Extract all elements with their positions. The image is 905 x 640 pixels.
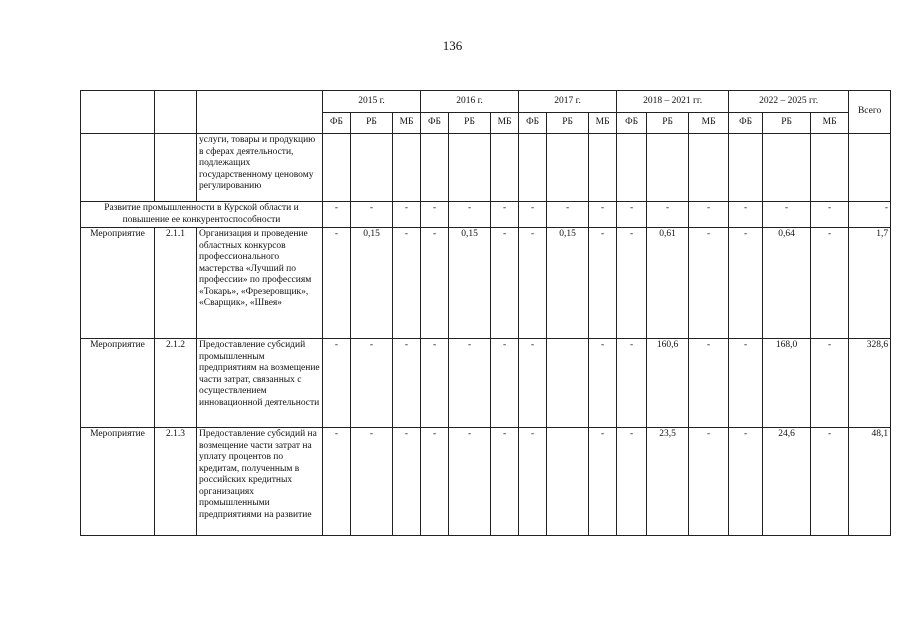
table-cell: 168,0	[763, 339, 811, 428]
table-cell: -	[519, 202, 547, 228]
continuation-text: услуги, товары и продукцию в сферах деятельности, подлежащих государственному ценовому регулированию	[197, 134, 323, 202]
table-row-m213	[81, 428, 891, 536]
table-cell: -	[617, 228, 647, 339]
table-cell: -	[589, 339, 617, 428]
table-cell: -	[323, 202, 351, 228]
fund-fb: ФБ	[729, 113, 763, 134]
table-cell: -	[729, 228, 763, 339]
table-cell: -	[689, 228, 729, 339]
fund-mb: МБ	[393, 113, 421, 134]
table-cell: -	[811, 428, 849, 536]
table-cell: -	[449, 428, 491, 536]
table-cell: 160,6	[647, 339, 689, 428]
header-year-2016: 2016 г.	[421, 91, 519, 113]
table-cell: -	[589, 202, 617, 228]
measure-text: Предоставление субсидий промышленным предприятиям на возмещение части затрат, связанных с осуществлением инновационной деятельности	[197, 339, 323, 428]
fund-mb: МБ	[491, 113, 519, 134]
table-cell: -	[323, 228, 351, 339]
table-row-continuation	[81, 134, 891, 202]
table-cell: -	[323, 428, 351, 536]
table-cell: 0,61	[647, 228, 689, 339]
measure-type: Мероприятие	[81, 339, 155, 428]
table-cell: -	[491, 428, 519, 536]
table-cell: -	[589, 228, 617, 339]
header-year-2017: 2017 г.	[519, 91, 617, 113]
table-row-m212	[81, 339, 891, 428]
table-cell: -	[421, 202, 449, 228]
table-cell: -	[617, 202, 647, 228]
header-row-years	[81, 91, 891, 113]
measure-code: 2.1.3	[155, 428, 197, 536]
header-total: Всего	[849, 91, 891, 134]
row-total: 328,6	[849, 339, 891, 428]
table-cell: -	[689, 202, 729, 228]
table-cell: -	[351, 428, 393, 536]
table-cell	[547, 339, 589, 428]
fund-rb: РБ	[351, 113, 393, 134]
table-cell: -	[393, 339, 421, 428]
table-cell: -	[323, 339, 351, 428]
table-cell: -	[449, 339, 491, 428]
fund-fb: ФБ	[519, 113, 547, 134]
table-cell: -	[421, 228, 449, 339]
fund-fb: ФБ	[617, 113, 647, 134]
measure-code: 2.1.1	[155, 228, 197, 339]
fund-rb: РБ	[449, 113, 491, 134]
fund-rb: РБ	[763, 113, 811, 134]
row-total: 1,7	[849, 228, 891, 339]
fund-fb: ФБ	[323, 113, 351, 134]
page-number: 136	[442, 38, 463, 53]
table-cell: 0,15	[547, 228, 589, 339]
header-empty-type	[81, 91, 155, 134]
table-cell: -	[519, 228, 547, 339]
table-cell: -	[519, 428, 547, 536]
table-cell: -	[519, 339, 547, 428]
table-cell: -	[617, 339, 647, 428]
table-cell: 0,15	[449, 228, 491, 339]
table-cell: -	[491, 228, 519, 339]
header-year-2018-2021: 2018 – 2021 гг.	[617, 91, 729, 113]
section-title: Развитие промышленности в Курской области и повышение ее конкурентоспособности	[81, 202, 323, 228]
table-cell: -	[351, 339, 393, 428]
header-empty-code	[155, 91, 197, 134]
table-cell: -	[763, 202, 811, 228]
measure-code: 2.1.2	[155, 339, 197, 428]
table-cell: -	[491, 202, 519, 228]
table-cell: 23,5	[647, 428, 689, 536]
fund-mb: МБ	[689, 113, 729, 134]
measure-type: Мероприятие	[81, 428, 155, 536]
budget-table	[80, 90, 891, 536]
table-cell: 24,6	[763, 428, 811, 536]
table-cell: 0,15	[351, 228, 393, 339]
row-total: 48,1	[849, 428, 891, 536]
table-cell: -	[491, 339, 519, 428]
table-cell: 0,64	[763, 228, 811, 339]
row-total: -	[849, 202, 891, 228]
measure-text: Предоставление субсидий на возмещение части затрат на уплату процентов по кредитам, полученным в российских кредитных организациях промышленными предприятиями на развитие	[197, 428, 323, 536]
table-cell: -	[351, 202, 393, 228]
table-cell: -	[811, 339, 849, 428]
fund-fb: ФБ	[421, 113, 449, 134]
table-cell: -	[421, 428, 449, 536]
table-row-m211	[81, 228, 891, 339]
table-cell: -	[647, 202, 689, 228]
table-cell: -	[617, 428, 647, 536]
table-cell: -	[393, 228, 421, 339]
table-row-section	[81, 202, 891, 228]
table-cell: -	[547, 202, 589, 228]
header-empty-name	[197, 91, 323, 134]
measure-text: Организация и проведение областных конкурсов профессионального мастерства «Лучший по профессии» по профессиям «Токарь», «Фрезеровщик», «Сварщик», «Швея»	[197, 228, 323, 339]
table-cell: -	[393, 202, 421, 228]
table-cell: -	[811, 202, 849, 228]
table-cell: -	[449, 202, 491, 228]
fund-rb: РБ	[547, 113, 589, 134]
table-cell: -	[393, 428, 421, 536]
table-cell: -	[689, 339, 729, 428]
table-cell: -	[421, 339, 449, 428]
table-cell: -	[729, 428, 763, 536]
table-cell: -	[689, 428, 729, 536]
header-year-2015: 2015 г.	[323, 91, 421, 113]
table-cell: -	[729, 202, 763, 228]
measure-type: Мероприятие	[81, 228, 155, 339]
fund-mb: МБ	[811, 113, 849, 134]
table-cell: -	[589, 428, 617, 536]
table-cell: -	[729, 339, 763, 428]
table-cell: -	[811, 228, 849, 339]
fund-mb: МБ	[589, 113, 617, 134]
table-cell	[547, 428, 589, 536]
header-year-2022-2025: 2022 – 2025 гг.	[729, 91, 849, 113]
fund-rb: РБ	[647, 113, 689, 134]
